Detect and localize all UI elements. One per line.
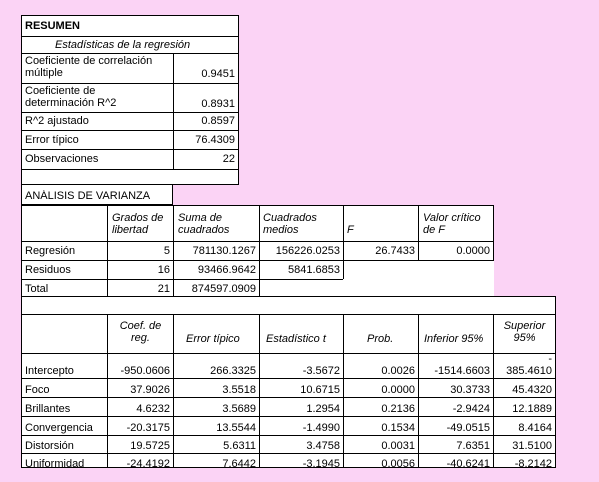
anova-header-sigf: Valor crítico de F <box>423 212 481 236</box>
resumen-subtitle: Estadísticas de la regresión <box>55 39 191 51</box>
coef-lo: -1514.6603 <box>434 365 490 377</box>
coef-lo: -49.0515 <box>446 422 490 434</box>
resumen-row-value: 0.8931 <box>201 98 235 110</box>
coef-p: 0.1534 <box>381 422 415 434</box>
coef-se: 3.5518 <box>222 384 256 396</box>
coef-hi-prefix: - <box>548 353 552 365</box>
anova-df: 5 <box>163 245 170 257</box>
anova-df: 21 <box>157 283 170 295</box>
coef-p: 0.0026 <box>381 365 415 377</box>
anova-ss: 93466.9642 <box>197 264 256 276</box>
coef-p: 0.0000 <box>381 384 415 396</box>
resumen-row-value: 22 <box>222 153 235 165</box>
coef-p: 0.0056 <box>381 458 415 470</box>
coef-se: 7.6442 <box>222 458 256 470</box>
anova-header-f: F <box>347 224 354 236</box>
resumen-row-value: 0.9451 <box>201 68 235 80</box>
resumen-row-label: R^2 ajustado <box>25 115 89 127</box>
coef-hi: 45.4320 <box>512 384 552 396</box>
anova-df: 16 <box>157 264 170 276</box>
resumen-row-label: Observaciones <box>25 153 99 165</box>
coef-se: 13.5544 <box>216 422 256 434</box>
coef-t: -1.4990 <box>302 422 340 434</box>
coef-header-lo: Inferior 95% <box>424 333 484 345</box>
coef-header-hi: Superior 95% <box>503 320 546 344</box>
coef-coef: 19.5725 <box>130 440 170 452</box>
anova-row-label: Residuos <box>25 264 71 276</box>
coef-row-label: Foco <box>25 384 50 396</box>
coef-coef: -24.4192 <box>126 458 170 470</box>
resumen-row-value: 0.8597 <box>201 115 235 127</box>
coef-hi: 8.4164 <box>518 422 552 434</box>
coef-t: 10.6715 <box>300 384 340 396</box>
anova-sigf: 0.0000 <box>456 245 490 257</box>
resumen-row-label: Coeficiente de correlación múltiple <box>25 55 153 79</box>
coef-p: 0.0031 <box>381 440 415 452</box>
resumen-row-label: Coeficiente de determinación R^2 <box>25 85 117 109</box>
coef-hi: 12.1889 <box>512 403 552 415</box>
coef-t: 1.2954 <box>306 403 340 415</box>
coef-hi: 385.4610 <box>506 365 552 377</box>
anova-header-ms: Cuadrados medios <box>263 212 317 236</box>
anova-title: ANÁLISIS DE VARIANZA <box>25 190 151 202</box>
anova-ss: 874597.0909 <box>191 283 256 295</box>
coef-header-p: Prob. <box>367 333 394 345</box>
anova-header-df: Grados de libertad <box>112 212 164 236</box>
coef-hi: 31.5100 <box>512 440 552 452</box>
coef-header-coef: Coef. de reg. <box>119 320 162 344</box>
anova-row-label: Total <box>25 283 49 295</box>
anova-ss: 781130.1267 <box>192 245 256 257</box>
coef-se: 3.5689 <box>222 403 256 415</box>
coef-header-t: Estadístico t <box>266 333 326 345</box>
anova-ms: 156226.0253 <box>275 245 340 257</box>
coef-row-label: Intercepto <box>25 365 74 377</box>
coef-t: 3.4758 <box>306 440 340 452</box>
coef-row-label: Distorsión <box>25 440 74 452</box>
coef-lo: -2.9424 <box>452 403 490 415</box>
coef-coef: -950.0606 <box>120 365 170 377</box>
coef-header-se: Error típico <box>186 333 240 345</box>
coef-lo: -40.6241 <box>446 458 490 470</box>
coef-row-label: Convergencia <box>25 422 93 434</box>
resumen-row-value: 76.4309 <box>195 134 235 146</box>
anova-header-ss: Suma de cuadrados <box>178 212 230 236</box>
coef-t: -3.1945 <box>302 458 340 470</box>
resumen-title: RESUMEN <box>25 20 81 32</box>
coef-hi: -8.2142 <box>514 458 552 470</box>
coef-coef: 37.9026 <box>130 384 170 396</box>
coef-coef: 4.6232 <box>136 403 170 415</box>
anova-f: 26.7433 <box>375 245 415 257</box>
coef-lo: 7.6351 <box>456 440 490 452</box>
coef-se: 5.6311 <box>223 440 256 452</box>
resumen-row-label: Error típico <box>25 134 79 146</box>
coef-row-label: Uniformidad <box>25 458 85 470</box>
anova-row-label: Regresión <box>25 245 76 257</box>
coef-lo: 30.3733 <box>450 384 490 396</box>
coef-se: 266.3325 <box>210 365 256 377</box>
coef-t: -3.5672 <box>302 365 340 377</box>
coef-coef: -20.3175 <box>126 422 170 434</box>
coef-row-label: Brillantes <box>25 403 71 415</box>
coef-p: 0.2136 <box>381 403 415 415</box>
anova-ms: 5841.6853 <box>288 264 340 276</box>
